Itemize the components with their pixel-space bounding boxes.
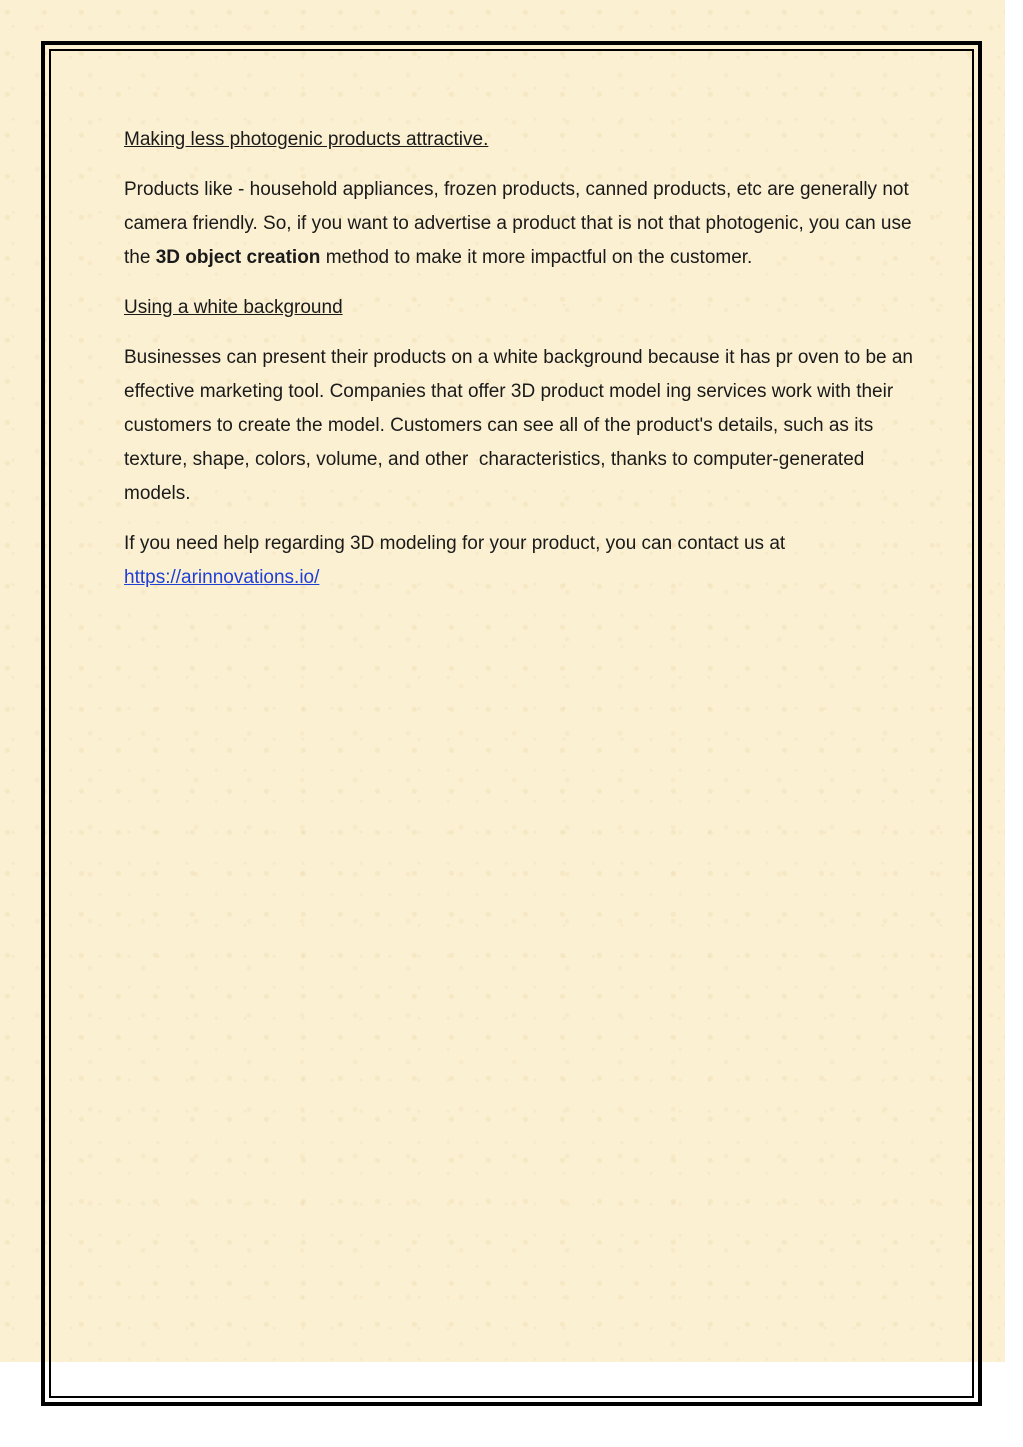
- paragraph-contact: [124, 527, 914, 595]
- paragraph-white-background: Businesses can present their products on a white background because it has pr oven to be an effective marketing tool. Companies that offer 3D product model ing services work with their customers to create the model. Customers can see all of the product's details, such as its texture, shape, colors, volume, and other characteristics, thanks to computer-generated models.: [124, 347, 919, 504]
- paragraph-photogenic-text-end: method to make it more impactful on the customer.: [320, 247, 753, 268]
- paragraph-photogenic-text-start: Products like - household appliances, frozen products, canned products, etc are generally not camera friendly. So, if you want to advertise a product that is not that photogenic, you can use the: [124, 179, 912, 268]
- paragraph-photogenic: [124, 173, 914, 275]
- bold-term-3d-object-creation: 3D object creation: [155, 247, 321, 268]
- contact-link[interactable]: https://arinnovations.io/: [124, 567, 320, 588]
- page-edge-right: [1005, 0, 1023, 1447]
- contact-text: If you need help regarding 3D modeling for your product, you can contact us at: [124, 533, 786, 554]
- document-body: [124, 123, 919, 611]
- section-heading-photogenic: Making less photogenic products attractive.: [124, 129, 489, 150]
- section-heading-white-background: Using a white background: [124, 297, 343, 318]
